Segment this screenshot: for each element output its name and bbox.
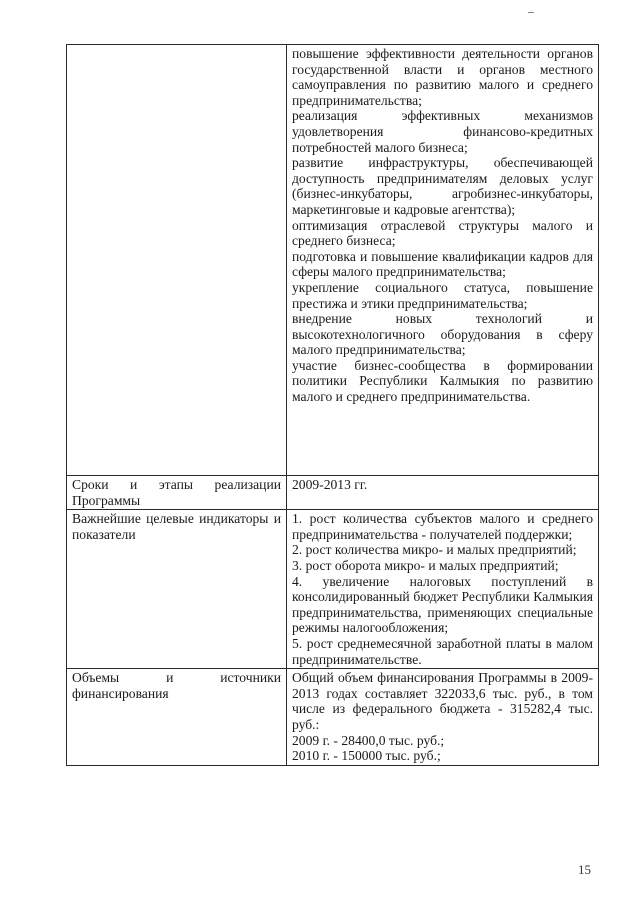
goal-item: внедрение новых технологий и высокотехнологичного оборудования в сферу малого предпринимательства; — [292, 311, 593, 358]
financing-item: 2009 г. - 28400,0 тыс. руб.; — [292, 732, 445, 748]
terms-value: 2009-2013 гг. — [287, 476, 599, 510]
financing-item: Общий объем финансирования Программы в 2009-2013 годах составляет 322033,6 тыс. руб., в том числе из федерального бюджета - 315282,4 тыс. руб.: — [292, 670, 593, 732]
goals-label-cell — [67, 45, 287, 476]
goal-item: подготовка и повышение квалификации кадров для сферы малого предпринимательства; — [292, 248, 593, 280]
goal-item: оптимизация отраслевой структуры малого и среднего бизнеса; — [292, 217, 593, 249]
table-row-goals — [67, 45, 599, 476]
indicator-item: 2. рост количества микро- и малых предприятий; — [292, 542, 577, 558]
goal-item: повышение эффективности деятельности органов государственной власти и органов местного самоуправления по развитию малого и среднего предпринимательства; — [292, 46, 593, 108]
goal-item: участие бизнес-сообщества в формировании политики Республики Калмыкия по развитию малого и среднего предпринимательства. — [292, 357, 593, 405]
page-number: 15 — [578, 862, 591, 877]
financing-label: Объемы и источники финансирования — [67, 669, 287, 766]
financing-item: 2010 г. - 150000 тыс. руб.; — [292, 748, 441, 764]
indicator-item: 4. увеличение налоговых поступлений в консолидированный бюджет Республики Калмыкия предпринимательства, применяющих специальные режимы налогообложения; — [292, 573, 593, 636]
indicator-item: 1. рост количества субъектов малого и среднего предпринимательства - получателей поддержки; — [292, 511, 593, 542]
program-passport-table — [66, 44, 599, 766]
table-row-indicators — [67, 510, 599, 669]
financing-value-cell — [287, 669, 599, 766]
indicators-label: Важнейшие целевые индикаторы и показатели — [67, 510, 287, 669]
goal-item: развитие инфраструктуры, обеспечивающей доступность предпринимателям деловых услуг (бизнес-инкубаторы, агробизнес-инкубаторы, маркетинговые и кадровые агентства); — [292, 155, 593, 217]
table-row-financing — [67, 669, 599, 766]
indicators-value-cell — [287, 510, 599, 669]
scan-mark — [528, 12, 534, 13]
goals-value-cell — [287, 45, 599, 476]
goal-item: укрепление социального статуса, повышение престижа и этики предпринимательства; — [292, 279, 593, 311]
terms-label: Сроки и этапы реализации Программы — [67, 476, 287, 510]
indicator-item: 3. рост оборота микро- и малых предприятий; — [292, 557, 559, 573]
indicator-item: 5. рост среднемесячной заработной платы в малом предпринимательстве. — [292, 635, 593, 667]
table-row-terms — [67, 476, 599, 510]
goal-item: реализация эффективных механизмов удовлетворения финансово-кредитных потребностей малого бизнеса; — [292, 108, 593, 155]
